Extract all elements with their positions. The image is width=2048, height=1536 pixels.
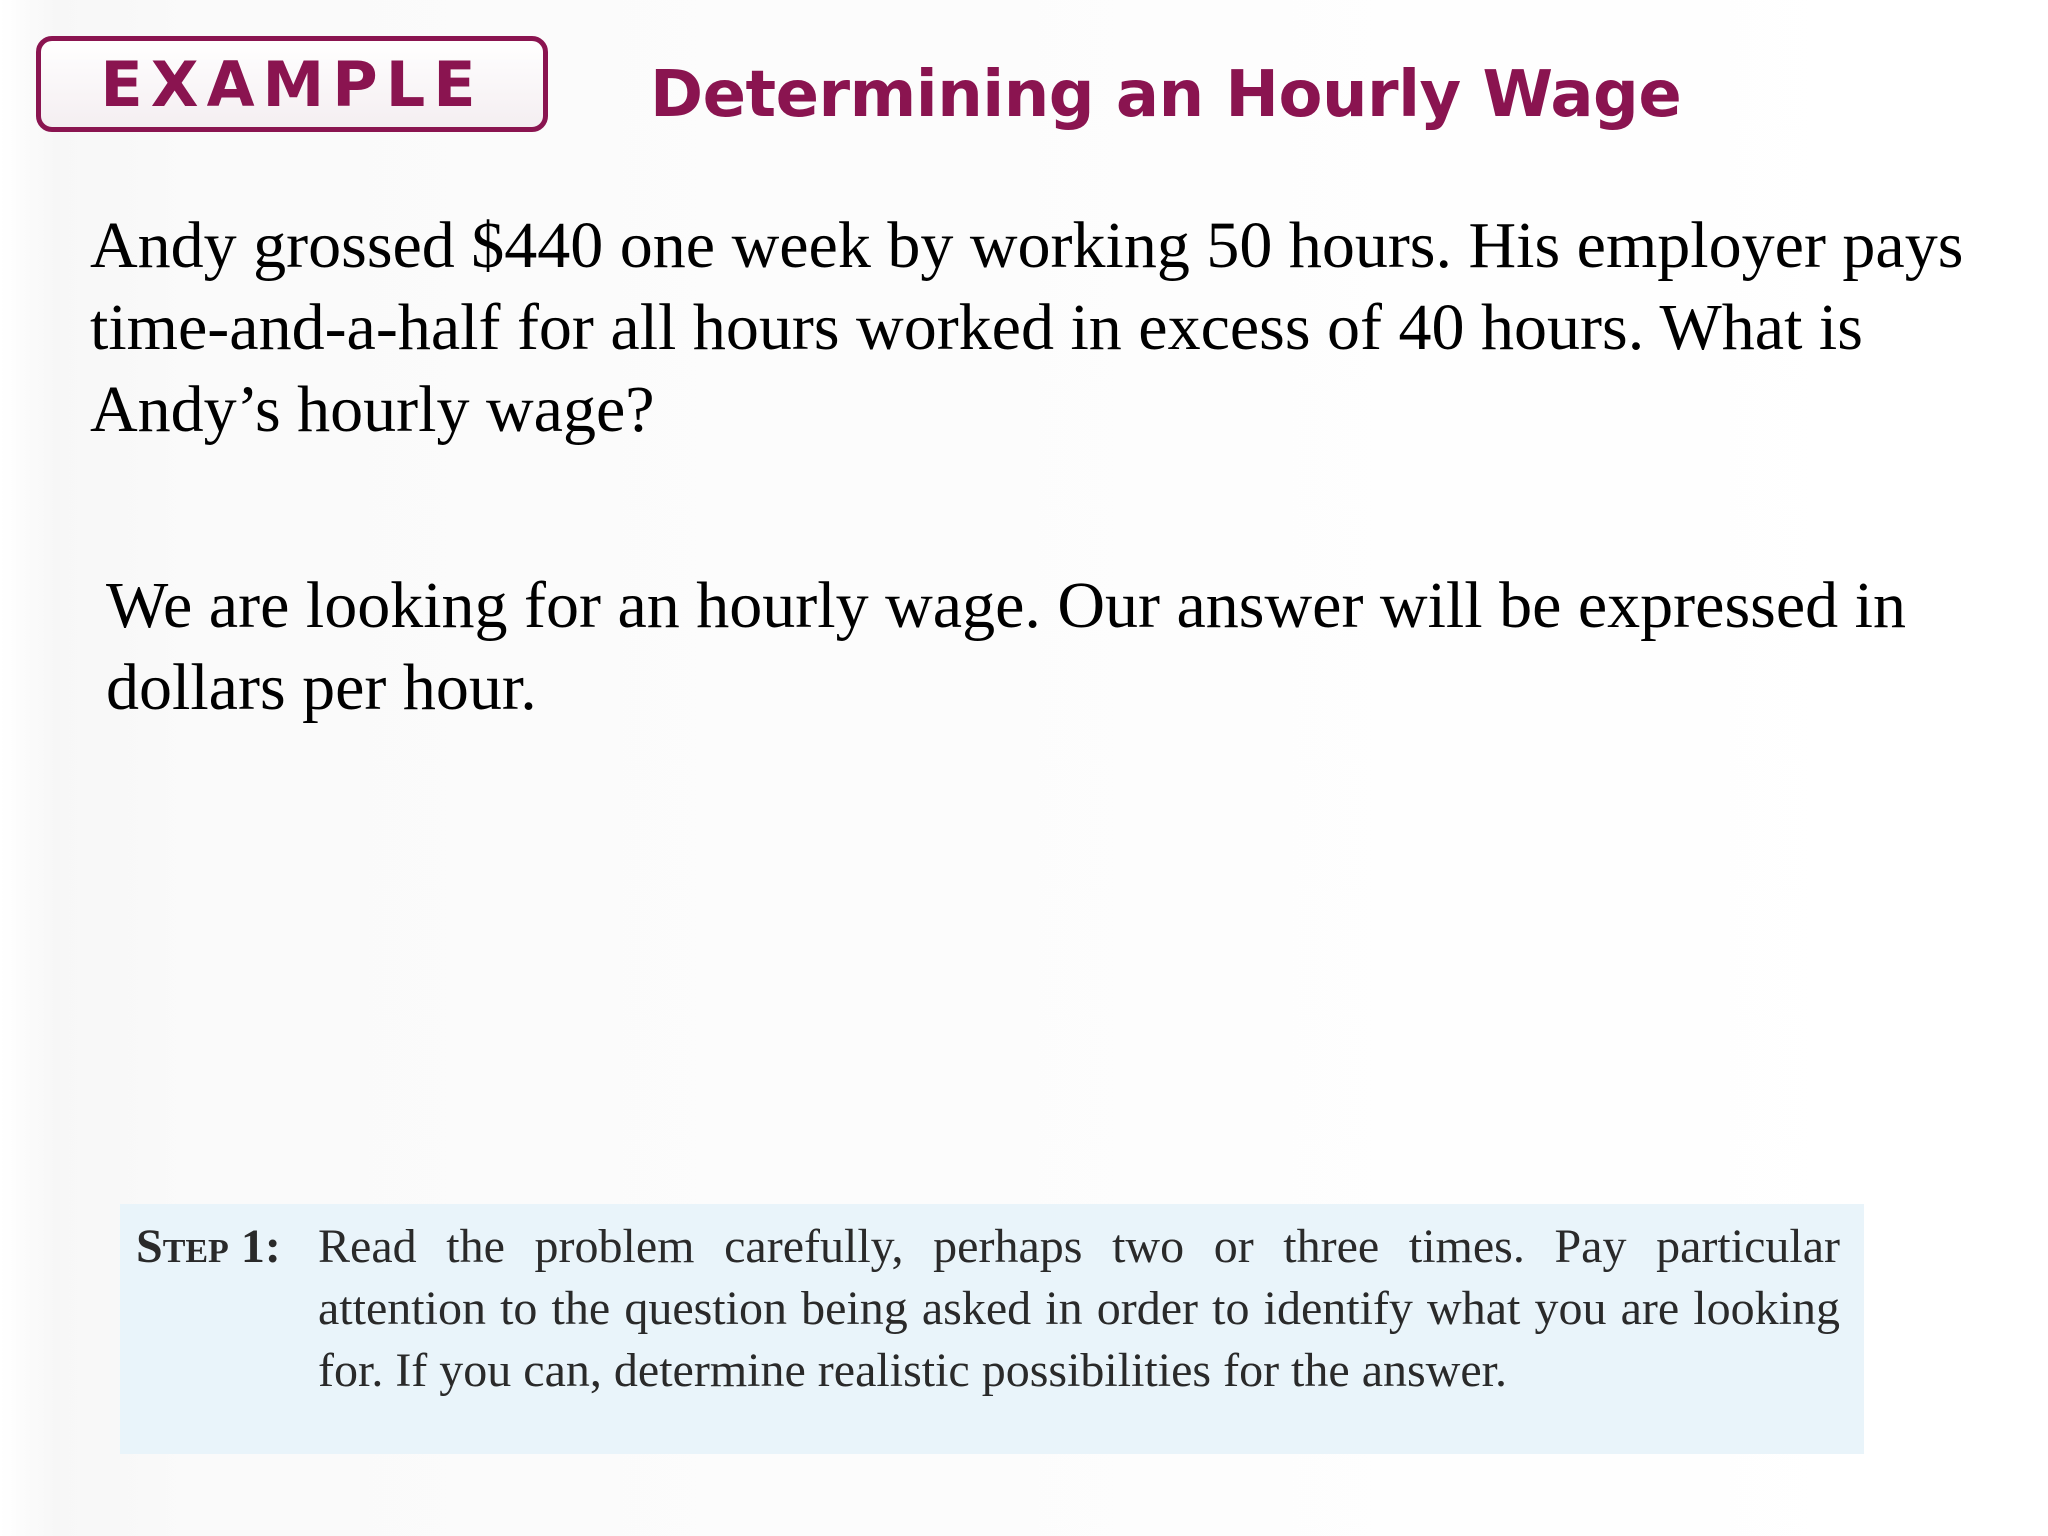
step-box <box>120 1204 1864 1454</box>
problem-statement: Andy grossed $440 one week by working 50 hours. His employer pays time-and-a-half for all hours worked in excess of 40 hours. What is Andy’s hourly wage? <box>90 209 1964 446</box>
slide-title: Determining an Hourly Wage <box>650 58 1682 132</box>
step-text: Read the problem carefully, perhaps two or three times. Pay particular attention to the question being asked in order to identify what you are looking for. If you can, determine realistic possibilities for the answer. <box>318 1220 1840 1397</box>
answer-note: We are looking for an hourly wage. Our answer will be expressed in dollars per hour. <box>106 569 1906 724</box>
example-badge <box>36 36 548 132</box>
step-label: Step 1: <box>136 1220 281 1273</box>
example-badge-label: EXAMPLE <box>100 47 484 121</box>
